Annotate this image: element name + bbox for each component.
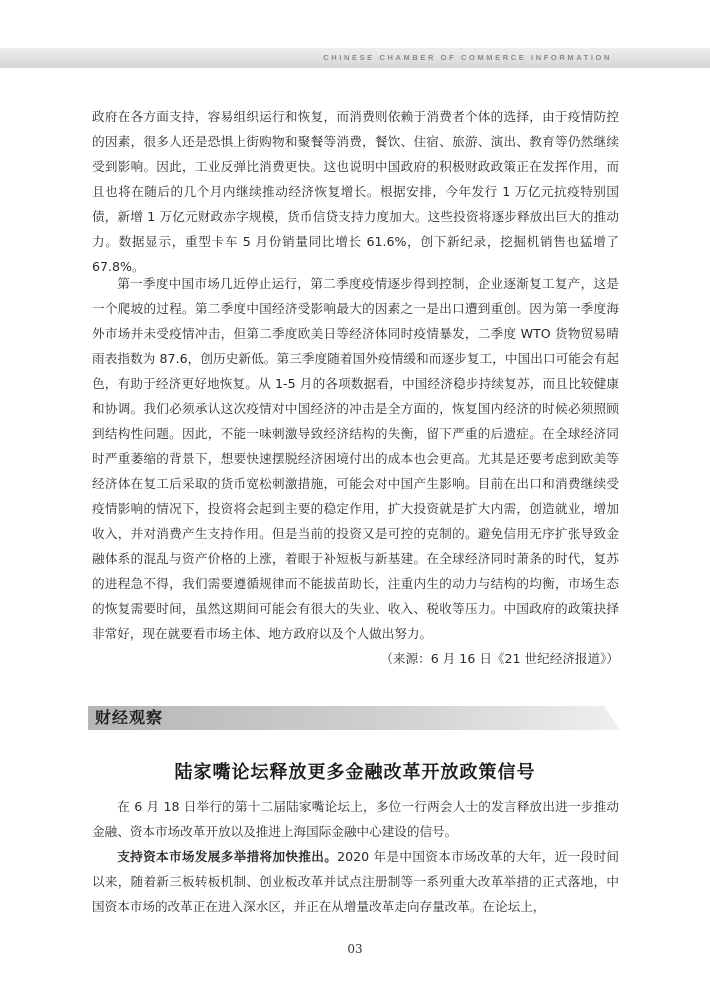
- running-title: CHINESE CHAMBER OF COMMERCE INFORMATION: [323, 53, 612, 62]
- section-title: 财经观察: [95, 708, 164, 727]
- article-paragraph-1: [92, 794, 619, 844]
- paragraph-lead-bold: 支持资本市场发展多举措将加快推出。: [117, 849, 338, 864]
- section-header-bar: [88, 706, 620, 730]
- paragraph-text: 2020 年是中国资本市场改革的大年，近一段时间以来，随着新三板转板机制、创业板改革并试点注册制等一系列重大改革举措的正式落地，中国资本市场的改革正在进入深水区，并正在从增量改革走向存量改革。在论坛上，: [92, 849, 619, 914]
- page-number: 03: [347, 942, 363, 956]
- article-title: 陆家嘴论坛释放更多金融改革开放政策信号: [174, 762, 536, 783]
- article-paragraph-2: [92, 844, 619, 919]
- body-paragraph-2: [92, 271, 619, 671]
- source-citation: （来源：6 月 16 日《21 世纪经济报道》）: [380, 651, 619, 666]
- body-paragraph-1: [92, 104, 619, 279]
- paragraph-text: 第一季度中国市场几近停止运行，第二季度疫情逐步得到控制，企业逐渐复工复产，这是一个爬坡的过程。第二季度中国经济受影响最大的因素之一是出口遭到重创。因为第一季度海外市场并未受疫情冲击，但第二季度欧美日等经济体同时疫情暴发，二季度 WTO 货物贸易晴雨表指数为 87.6，创历史新低。第三季度随着国外疫情缓和而逐步复工，中国出口可能会有起色，有助于经济更好地恢复。从 1-5 月的各项数据看，中国经济稳步持续复苏，而且比较健康和协调。我们必须承认这次疫情对中国经济的冲击是全方面的，恢复国内经济的时候必须照顾到结构性问题。因此，不能一味刺激导致经济结构的失衡，留下严重的后遗症。在全球经济同时严重萎缩的背景下，想要快速摆脱经济困境付出的成本也会更高。尤其是还要考虑到欧美等经济体在复工后采取的货币宽松刺激措施，可能会对中国产生影响。目前在出口和消费继续受疫情影响的情况下，投资将会起到主要的稳定作用，扩大投资就是扩大内需，创造就业，增加收入，并对消费产生支持作用。但是当前的投资又是可控的克制的。避免信用无序扩张导致金融体系的混乱与资产价格的上涨，着眼于补短板与新基建。在全球经济同时萧条的时代，复苏的进程急不得，我们需要遵循规律而不能拔苗助长，注重内生的动力与结构的均衡，市场生态的恢复需要时间，虽然这期间可能会有很大的失业、收入、税收等压力。中国政府的政策抉择非常好，现在就要看市场主体、地方政府以及个人做出努力。: [92, 276, 619, 641]
- paragraph-text: 政府在各方面支持，容易组织运行和恢复，而消费则依赖于消费者个体的选择，由于疫情防控的因素，很多人还是恐惧上街购物和聚餐等消费，餐饮、住宿、旅游、演出、教育等仍然继续受到影响。因此，工业反弹比消费更快。这也说明中国政府的积极财政政策正在发挥作用，而且也将在随后的几个月内继续推动经济恢复增长。根据安排，今年发行 1 万亿元抗疫特别国债，新增 1 万亿元财政赤字规模，货币信贷支持力度加大。这些投资将逐步释放出巨大的推动力。数据显示，重型卡车 5 月份销量同比增长 61.6%，创下新纪录，挖掘机销售也猛增了 67.8%。: [92, 109, 619, 274]
- paragraph-text: 在 6 月 18 日举行的第十二届陆家嘴论坛上，多位一行两会人士的发言释放出进一步推动金融、资本市场改革开放以及推进上海国际金融中心建设的信号。: [92, 799, 619, 839]
